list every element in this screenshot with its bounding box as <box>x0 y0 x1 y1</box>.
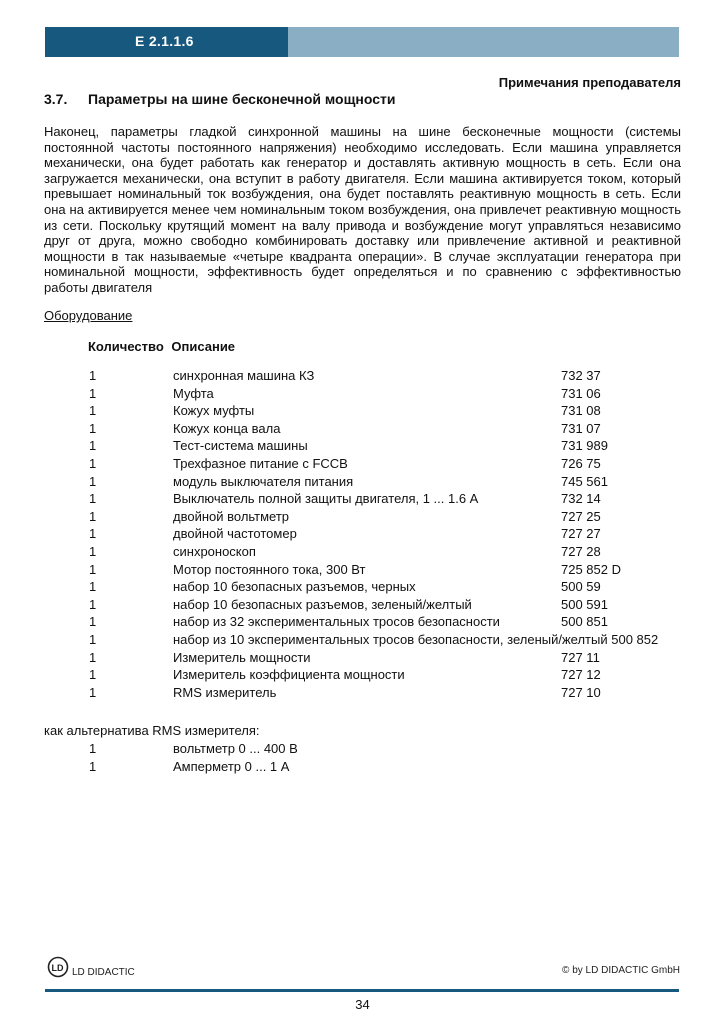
item-quantity: 1 <box>89 543 97 559</box>
item-code: 500 59 <box>561 579 601 595</box>
item-quantity: 1 <box>89 403 97 419</box>
column-quantity: Количество <box>88 339 164 354</box>
item-quantity: 1 <box>89 438 97 454</box>
header-bar <box>45 27 679 57</box>
item-code: 727 28 <box>561 543 601 559</box>
item-quantity: 1 <box>89 741 97 756</box>
item-description: Мотор постоянного тока, 300 Вт <box>173 561 366 577</box>
item-description: Кожух конца вала <box>173 420 281 436</box>
logo-text: LD DIDACTIC <box>72 967 135 978</box>
item-code: 731 08 <box>561 403 601 419</box>
item-description: двойной частотомер <box>173 526 297 542</box>
item-description: синхронная машина КЗ <box>173 368 315 383</box>
table-row <box>0 421 725 439</box>
section-heading <box>44 91 395 107</box>
item-description: Трехфазное питание с FCCB <box>173 455 348 471</box>
item-quantity: 1 <box>89 561 97 577</box>
item-code: 745 561 <box>561 473 608 489</box>
item-code: 732 14 <box>561 491 601 507</box>
intro-paragraph: Наконец, параметры гладкой синхронной машины на шине бесконечные мощности (системы постоянной частоты постоянного напряжения) необходимо исследовать. Если машина управляется механически, она будет работать как генератор и доставлять активную мощность в сеть. Если она загружается механически, она вступит в работу двигателя. Если машина активируется током, который превышает номинальный ток возбуждения, она будет поставлять реактивную мощность в сеть. Если она на активируется менее чем номинальным током возбуждения, она привлечет реактивную мощность из сети. Поскольку крутящий момент на валу привода и возбуждение могут управляться независимо друг от друга, можно свободно комбинировать доставку или привлечение активной и реактивной мощности в так называемые «четыре квадранта операции». В случае эксплуатации генератора при номинальной мощности, эффективность будет определяться и по сравнению с эффективностью работы двигателя <box>44 124 681 295</box>
table-row <box>0 474 725 492</box>
item-code: 727 25 <box>561 508 601 524</box>
item-quantity: 1 <box>89 667 97 683</box>
item-code: 727 11 <box>561 649 600 665</box>
equipment-table-header <box>88 339 239 354</box>
table-row <box>0 544 725 562</box>
equipment-title: Оборудование <box>44 308 133 323</box>
footer-divider <box>45 989 679 992</box>
table-row <box>0 685 725 703</box>
table-row <box>0 526 725 544</box>
table-row <box>0 491 725 509</box>
item-quantity: 1 <box>89 526 97 542</box>
item-description: синхроноскоп <box>173 543 256 559</box>
item-description: Муфта <box>173 385 214 401</box>
item-code: 500 591 <box>561 596 608 612</box>
item-code: 725 852 D <box>561 561 621 577</box>
item-quantity: 1 <box>89 491 97 507</box>
table-row <box>0 597 725 615</box>
table-row <box>0 632 725 650</box>
item-description: модуль выключателя питания <box>173 473 354 489</box>
item-code: 731 06 <box>561 385 601 401</box>
copyright: © by LD DIDACTIC GmbH <box>562 965 680 976</box>
table-row <box>0 562 725 580</box>
column-description: Описание <box>171 339 236 354</box>
table-row <box>0 579 725 597</box>
item-quantity: 1 <box>89 596 97 612</box>
item-code: 731 989 <box>561 438 608 454</box>
section-number: 3.7. <box>44 91 68 107</box>
section-title: Параметры на шине бесконечной мощности <box>88 91 396 107</box>
table-row <box>0 438 725 456</box>
item-code: 727 12 <box>561 667 601 683</box>
item-description: набор 10 безопасных разъемов, черных <box>173 579 416 595</box>
table-row <box>0 650 725 668</box>
item-code: 727 10 <box>561 684 601 700</box>
item-description: Выключатель полной защиты двигателя, 1 ... 1.6 A <box>173 491 479 507</box>
document-code: E 2.1.1.6 <box>135 33 194 49</box>
page-number: 34 <box>355 997 370 1012</box>
table-row <box>0 386 725 404</box>
teacher-notes-label: Примечания преподавателя <box>498 75 681 90</box>
item-quantity: 1 <box>89 614 97 630</box>
item-quantity: 1 <box>89 579 97 595</box>
item-code: 731 07 <box>561 420 601 436</box>
table-row <box>0 509 725 527</box>
alternative-table <box>0 741 725 776</box>
header-code-block <box>45 27 288 57</box>
table-row <box>0 741 725 759</box>
item-description: Амперметр 0 ... 1 А <box>173 758 290 774</box>
item-quantity: 1 <box>89 758 97 774</box>
company-logo <box>47 956 167 982</box>
table-row <box>0 614 725 632</box>
item-quantity: 1 <box>89 508 97 524</box>
item-code: 727 27 <box>561 526 601 542</box>
alternative-label: как альтернатива RMS измерителя: <box>44 723 260 738</box>
item-description: набор из 32 экспериментальных тросов безопасности <box>173 614 500 630</box>
item-quantity: 1 <box>89 420 97 436</box>
item-description: Измеритель коэффициента мощности <box>173 667 405 683</box>
item-quantity: 1 <box>89 684 97 700</box>
item-description: RMS измеритель <box>173 684 277 700</box>
item-quantity: 1 <box>89 385 97 401</box>
item-quantity: 1 <box>89 473 97 489</box>
item-description: двойной вольтметр <box>173 508 290 524</box>
item-code: 732 37 <box>561 368 601 383</box>
item-description: набор из 10 экспериментальных тросов безопасности, зеленый/желтый 500 852 <box>173 631 659 647</box>
item-description: Измеритель мощности <box>173 649 311 665</box>
item-description: Кожух муфты <box>173 403 255 419</box>
item-quantity: 1 <box>89 455 97 471</box>
table-row <box>0 456 725 474</box>
table-row <box>0 759 725 777</box>
item-quantity: 1 <box>89 368 97 383</box>
item-code: 500 851 <box>561 614 608 630</box>
item-description: набор 10 безопасных разъемов, зеленый/желтый <box>173 596 472 612</box>
svg-text:LD: LD <box>51 963 64 973</box>
table-row <box>0 368 725 386</box>
item-description: вольтметр 0 ... 400 В <box>173 741 298 756</box>
item-quantity: 1 <box>89 649 97 665</box>
item-quantity: 1 <box>89 631 97 647</box>
equipment-table <box>0 368 725 702</box>
table-row <box>0 667 725 685</box>
item-code: 726 75 <box>561 455 601 471</box>
item-description: Тест-система машины <box>173 438 308 454</box>
ld-logo-icon <box>47 956 69 978</box>
table-row <box>0 403 725 421</box>
